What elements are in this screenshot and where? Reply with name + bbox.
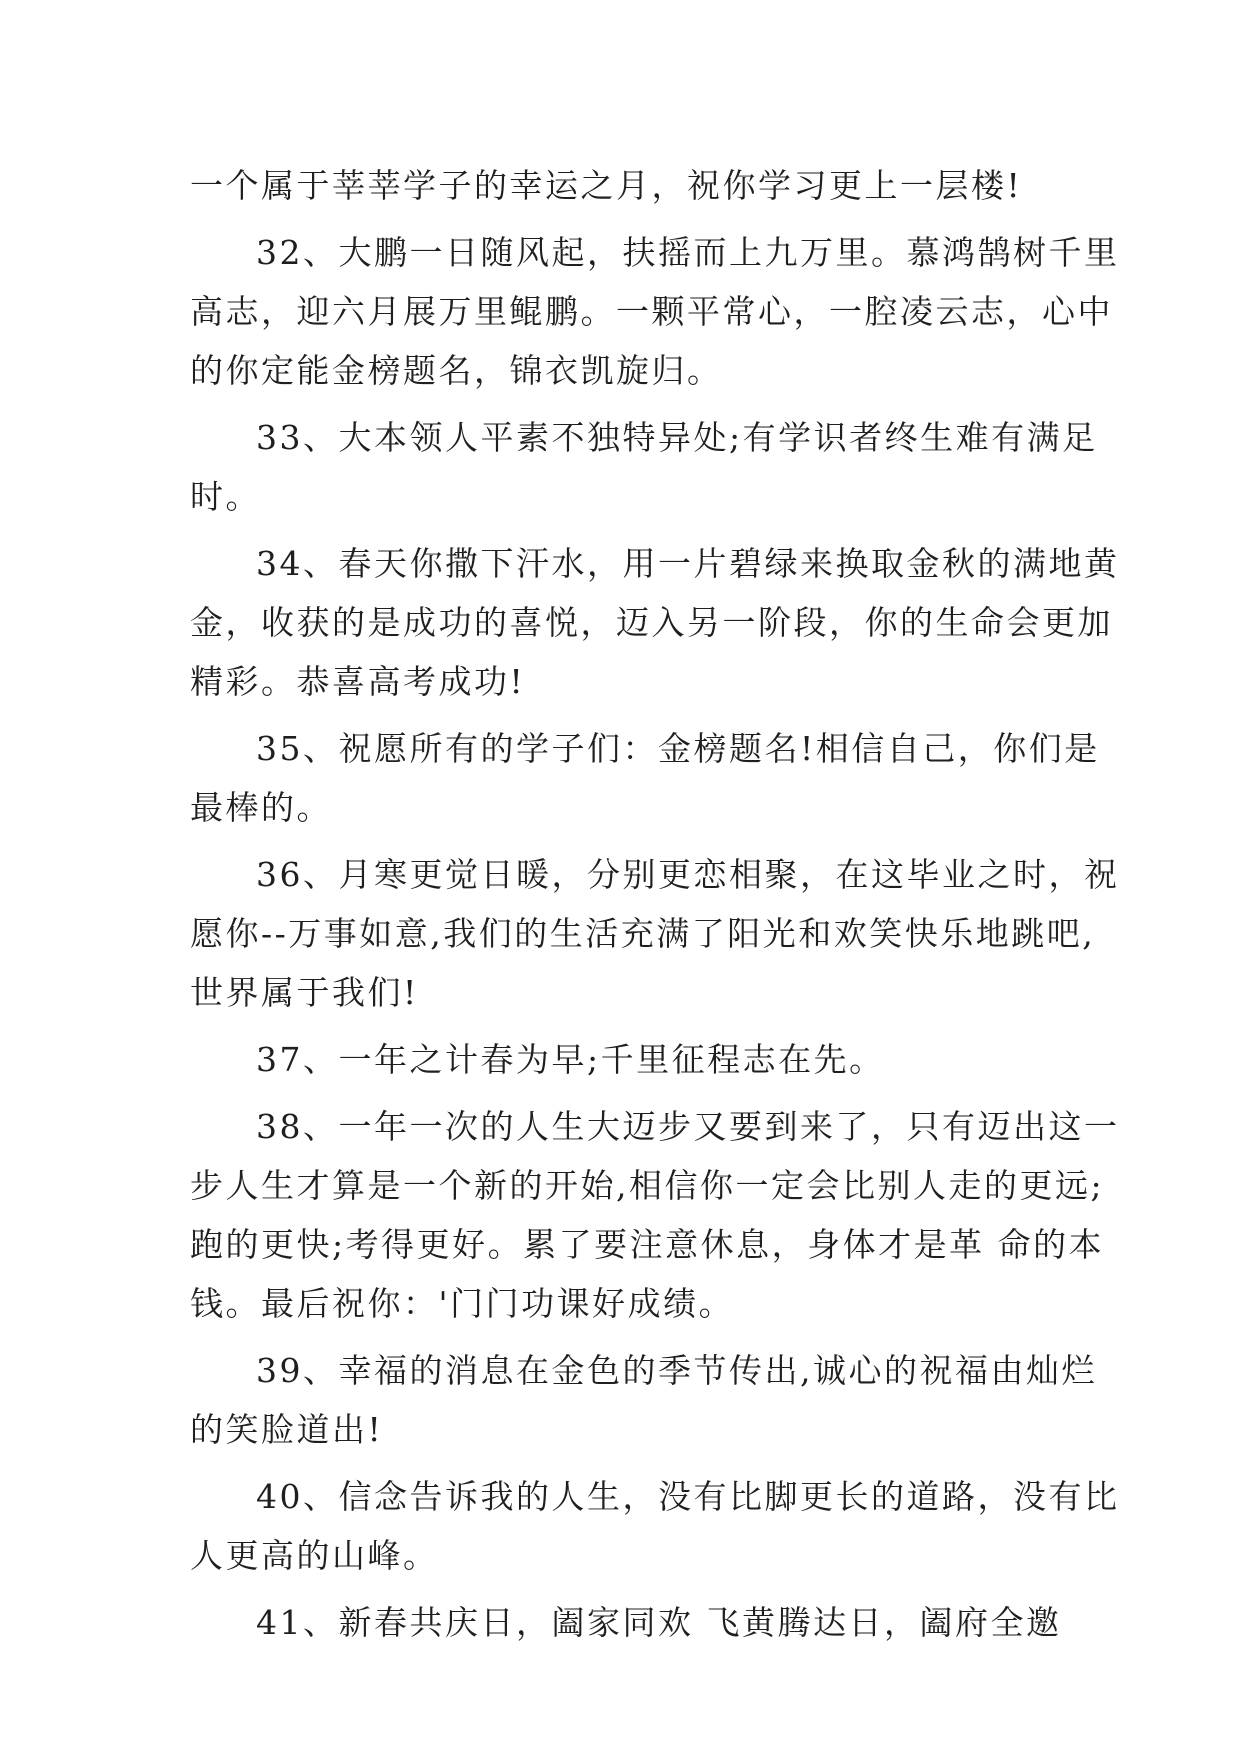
paragraph-34 bbox=[190, 534, 1120, 711]
paragraph-33 bbox=[190, 408, 1098, 526]
text-line: 34、春天你撒下汗水，用一片碧绿来换取金秋的满地黄 bbox=[256, 544, 1120, 583]
paragraph-35 bbox=[190, 719, 1100, 837]
paragraph-36 bbox=[190, 845, 1120, 1022]
text-line: 金，收获的是成功的喜悦，迈入另一阶段，你的生命会更加 bbox=[190, 603, 1113, 642]
text-line: 32、大鹏一日随风起，扶摇而上九万里。慕鸿鹄树千里 bbox=[256, 233, 1120, 272]
text-line: 步人生才算是一个新的开始,相信你一定会比别人走的更远; bbox=[190, 1166, 1105, 1205]
text-line: 41、新春共庆日，阖家同欢 飞黄腾达日，阖府全邀 bbox=[256, 1603, 1062, 1642]
text-line: 39、幸福的消息在金色的季节传出,诚心的祝福由灿烂 bbox=[256, 1351, 1097, 1390]
text-line: 精彩。恭喜高考成功! bbox=[190, 662, 526, 701]
text-line: 愿你--万事如意,我们的生活充满了阳光和欢笑快乐地跳吧, bbox=[190, 914, 1096, 953]
text-line: 40、信念告诉我的人生，没有比脚更长的道路，没有比 bbox=[256, 1477, 1120, 1516]
document-body bbox=[190, 156, 1120, 1652]
text-line: 35、祝愿所有的学子们：金榜题名!相信自己，你们是 bbox=[256, 729, 1100, 768]
paragraph-41 bbox=[190, 1593, 1062, 1652]
paragraph-40 bbox=[190, 1467, 1120, 1585]
paragraph-39 bbox=[190, 1341, 1097, 1459]
text-line: 36、月寒更觉日暖，分别更恋相聚，在这毕业之时，祝 bbox=[256, 855, 1120, 894]
text-line: 的你定能金榜题名，锦衣凯旋归。 bbox=[190, 351, 723, 390]
text-line: 38、一年一次的人生大迈步又要到来了，只有迈出这一 bbox=[256, 1107, 1120, 1146]
text-line: 37、一年之计春为早;千里征程志在先。 bbox=[256, 1040, 885, 1079]
text-line: 33、大本领人平素不独特异处;有学识者终生难有满足 bbox=[256, 418, 1098, 457]
paragraph-31-continuation bbox=[190, 156, 1050, 215]
text-line: 的笑脸道出! bbox=[190, 1410, 384, 1449]
text-line: 跑的更快;考得更好。累了要注意休息，身体才是革 命的本 bbox=[190, 1225, 1105, 1264]
text-line: 最棒的。 bbox=[190, 788, 332, 827]
paragraph-38 bbox=[190, 1097, 1120, 1333]
text-line: 人更高的山峰。 bbox=[190, 1536, 439, 1575]
text-line: 钱。最后祝你：'门门功课好成绩。 bbox=[190, 1284, 735, 1323]
text-line: 世界属于我们! bbox=[190, 973, 419, 1012]
paragraph-32 bbox=[190, 223, 1120, 400]
text-line: 一个属于莘莘学子的幸运之月，祝你学习更上一层楼! bbox=[190, 166, 1023, 205]
paragraph-37 bbox=[190, 1030, 1050, 1089]
text-line: 时。 bbox=[190, 477, 261, 516]
text-line: 高志，迎六月展万里鲲鹏。一颗平常心，一腔凌云志，心中 bbox=[190, 292, 1113, 331]
